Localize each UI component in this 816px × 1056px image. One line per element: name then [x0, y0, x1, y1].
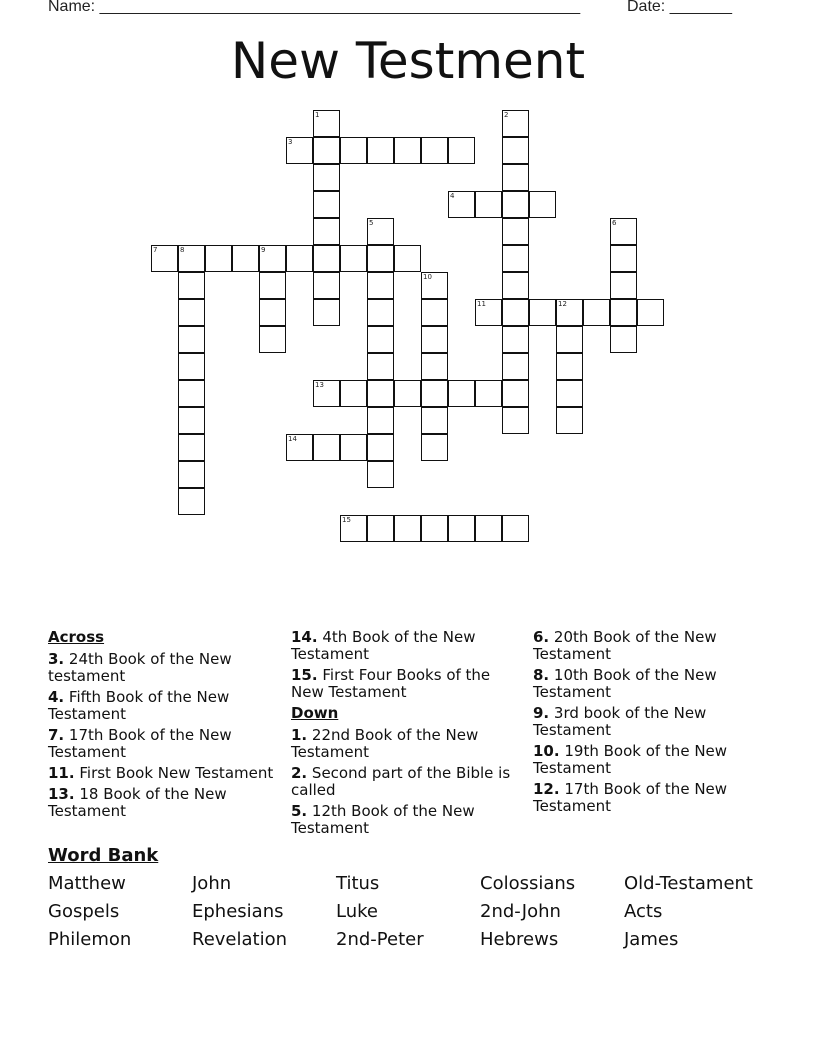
word-bank-item: Gospels: [48, 901, 120, 922]
word-bank-item: James: [624, 929, 679, 950]
crossword-cell[interactable]: [502, 353, 529, 380]
clue-column-3: [533, 629, 763, 819]
clue-number: 11.: [48, 764, 75, 782]
clue-item: [48, 786, 278, 820]
clue-item: [291, 667, 521, 701]
word-bank-item: Ephesians: [192, 901, 284, 922]
clue-item: [533, 629, 763, 663]
clue-text: 4th Book of the New Testament: [291, 628, 476, 663]
crossword-cell[interactable]: [178, 326, 205, 353]
crossword-cell[interactable]: [313, 434, 340, 461]
crossword-cell[interactable]: [421, 515, 448, 542]
clue-item: [533, 781, 763, 815]
crossword-cell[interactable]: [394, 380, 421, 407]
clue-item: [48, 765, 278, 782]
word-bank-item: 2nd-Peter: [336, 929, 424, 950]
down-heading: Down: [291, 704, 339, 722]
crossword-cell[interactable]: [205, 245, 232, 272]
crossword-cell[interactable]: [178, 407, 205, 434]
clue-column-2: [291, 629, 521, 841]
clue-text: 3rd book of the New Testament: [533, 704, 707, 739]
crossword-cell[interactable]: [178, 488, 205, 515]
crossword-cell[interactable]: [448, 191, 475, 218]
crossword-cell[interactable]: [232, 245, 259, 272]
clue-number: 3.: [48, 650, 65, 668]
clue-text: 10th Book of the New Testament: [533, 666, 717, 701]
crossword-cell[interactable]: [367, 434, 394, 461]
crossword-cell[interactable]: [475, 299, 502, 326]
clue-text: 17th Book of the New Testament: [533, 780, 728, 815]
clue-item: [291, 629, 521, 663]
clue-text: 19th Book of the New Testament: [533, 742, 728, 777]
crossword-cell[interactable]: [394, 245, 421, 272]
crossword-cell[interactable]: [313, 299, 340, 326]
crossword-cell[interactable]: [610, 245, 637, 272]
crossword-cell[interactable]: [556, 380, 583, 407]
cell-number: 11: [477, 300, 486, 308]
name-field-label: Name: ______________________________________________________: [48, 0, 581, 15]
crossword-cell[interactable]: [556, 326, 583, 353]
crossword-cell[interactable]: [610, 218, 637, 245]
crossword-cell[interactable]: [421, 272, 448, 299]
crossword-cell[interactable]: [421, 407, 448, 434]
crossword-cell[interactable]: [502, 326, 529, 353]
crossword-cell[interactable]: [502, 245, 529, 272]
crossword-cell[interactable]: [556, 407, 583, 434]
crossword-cell[interactable]: [502, 137, 529, 164]
crossword-cell[interactable]: [448, 380, 475, 407]
cell-number: 8: [180, 246, 185, 254]
crossword-cell[interactable]: [178, 299, 205, 326]
crossword-cell[interactable]: [367, 326, 394, 353]
crossword-cell[interactable]: [367, 218, 394, 245]
crossword-cell[interactable]: [502, 272, 529, 299]
crossword-cell[interactable]: [313, 218, 340, 245]
cell-number: 6: [612, 219, 617, 227]
clue-text: 17th Book of the New Testament: [48, 726, 232, 761]
crossword-cell[interactable]: [367, 299, 394, 326]
crossword-cell[interactable]: [178, 380, 205, 407]
crossword-cell[interactable]: [502, 110, 529, 137]
crossword-cell[interactable]: [556, 353, 583, 380]
clue-text: 24th Book of the New testament: [48, 650, 232, 685]
crossword-cell[interactable]: [340, 137, 367, 164]
crossword-cell[interactable]: [502, 164, 529, 191]
clue-item: [291, 803, 521, 837]
crossword-cell[interactable]: [259, 299, 286, 326]
clue-text: 12th Book of the New Testament: [291, 802, 475, 837]
crossword-cell[interactable]: [286, 434, 313, 461]
crossword-cell[interactable]: [475, 191, 502, 218]
clue-number: 10.: [533, 742, 560, 760]
word-bank-item: Matthew: [48, 873, 126, 894]
clue-number: 5.: [291, 802, 308, 820]
clue-text: 18 Book of the New Testament: [48, 785, 227, 820]
crossword-cell[interactable]: [421, 299, 448, 326]
crossword-cell[interactable]: [556, 299, 583, 326]
crossword-cell[interactable]: [448, 515, 475, 542]
crossword-cell[interactable]: [151, 245, 178, 272]
crossword-cell[interactable]: [367, 407, 394, 434]
clue-text: First Book New Testament: [79, 764, 274, 782]
crossword-cell[interactable]: [529, 191, 556, 218]
crossword-cell[interactable]: [529, 299, 556, 326]
word-bank-item: 2nd-John: [480, 901, 561, 922]
crossword-cell[interactable]: [421, 353, 448, 380]
word-bank-item: John: [192, 873, 232, 894]
clue-text: First Four Books of the New Testament: [291, 666, 491, 701]
word-bank-title: Word Bank: [48, 845, 159, 866]
crossword-cell[interactable]: [448, 137, 475, 164]
word-bank-item: Hebrews: [480, 929, 559, 950]
crossword-cell[interactable]: [178, 353, 205, 380]
word-bank-item: Luke: [336, 901, 378, 922]
crossword-cell[interactable]: [367, 515, 394, 542]
crossword-cell[interactable]: [475, 515, 502, 542]
clue-number: 15.: [291, 666, 318, 684]
crossword-cell[interactable]: [259, 326, 286, 353]
clue-text: 22nd Book of the New Testament: [291, 726, 479, 761]
crossword-cell[interactable]: [313, 272, 340, 299]
clue-item: [533, 705, 763, 739]
crossword-cell[interactable]: [637, 299, 664, 326]
clue-column-1: [48, 629, 278, 824]
crossword-cell[interactable]: [259, 245, 286, 272]
clue-item: [291, 727, 521, 761]
crossword-cell[interactable]: [421, 326, 448, 353]
crossword-cell[interactable]: [286, 137, 313, 164]
clue-text: 20th Book of the New Testament: [533, 628, 717, 663]
clue-item: [291, 765, 521, 799]
word-bank-item: Acts: [624, 901, 663, 922]
crossword-cell[interactable]: [340, 515, 367, 542]
crossword-cell[interactable]: [340, 245, 367, 272]
crossword-cell[interactable]: [502, 191, 529, 218]
crossword-cell[interactable]: [421, 380, 448, 407]
crossword-cell[interactable]: [367, 272, 394, 299]
crossword-cell[interactable]: [367, 461, 394, 488]
cell-number: 15: [342, 516, 351, 524]
clue-number: 6.: [533, 628, 550, 646]
crossword-cell[interactable]: [178, 245, 205, 272]
crossword-cell[interactable]: [367, 245, 394, 272]
clue-number: 14.: [291, 628, 318, 646]
word-bank-item: Revelation: [192, 929, 288, 950]
cell-number: 1: [315, 111, 320, 119]
clue-number: 2.: [291, 764, 308, 782]
crossword-cell[interactable]: [178, 461, 205, 488]
crossword-cell[interactable]: [502, 380, 529, 407]
crossword-cell[interactable]: [313, 137, 340, 164]
clue-text: Fifth Book of the New Testament: [48, 688, 230, 723]
cell-number: 5: [369, 219, 374, 227]
cell-number: 3: [288, 138, 293, 146]
crossword-cell[interactable]: [421, 137, 448, 164]
crossword-cell[interactable]: [259, 272, 286, 299]
crossword-cell[interactable]: [367, 137, 394, 164]
clue-number: 7.: [48, 726, 65, 744]
cell-number: 14: [288, 435, 297, 443]
clue-number: 9.: [533, 704, 550, 722]
crossword-cell[interactable]: [502, 299, 529, 326]
word-bank-item: Titus: [336, 873, 380, 894]
crossword-cell[interactable]: [286, 245, 313, 272]
cell-number: 12: [558, 300, 567, 308]
crossword-cell[interactable]: [340, 434, 367, 461]
across-heading: Across: [48, 628, 105, 646]
crossword-cell[interactable]: [394, 137, 421, 164]
crossword-cell[interactable]: [367, 353, 394, 380]
clue-number: 13.: [48, 785, 75, 803]
cell-number: 10: [423, 273, 432, 281]
word-bank-item: Old-Testament: [624, 873, 753, 894]
crossword-cell[interactable]: [502, 218, 529, 245]
clue-number: 8.: [533, 666, 550, 684]
clue-text: Second part of the Bible is called: [291, 764, 511, 799]
clue-number: 1.: [291, 726, 308, 744]
crossword-cell[interactable]: [394, 515, 421, 542]
crossword-cell[interactable]: [421, 434, 448, 461]
clue-item: [48, 651, 278, 685]
crossword-cell[interactable]: [313, 380, 340, 407]
word-bank-item: Colossians: [480, 873, 576, 894]
clue-item: [48, 689, 278, 723]
clue-item: [48, 727, 278, 761]
crossword-cell[interactable]: [502, 407, 529, 434]
clue-item: [533, 743, 763, 777]
crossword-cell[interactable]: [340, 380, 367, 407]
crossword-cell[interactable]: [313, 110, 340, 137]
clue-number: 12.: [533, 780, 560, 798]
date-field-label: Date: _______: [627, 0, 732, 15]
crossword-cell[interactable]: [610, 272, 637, 299]
cell-number: 9: [261, 246, 266, 254]
crossword-cell[interactable]: [367, 380, 394, 407]
crossword-cell[interactable]: [313, 245, 340, 272]
crossword-cell[interactable]: [313, 164, 340, 191]
crossword-cell[interactable]: [583, 299, 610, 326]
crossword-cell[interactable]: [475, 380, 502, 407]
word-bank-item: Philemon: [48, 929, 132, 950]
crossword-cell[interactable]: [178, 272, 205, 299]
crossword-cell[interactable]: [610, 326, 637, 353]
cell-number: 13: [315, 381, 324, 389]
clue-number: 4.: [48, 688, 65, 706]
crossword-cell[interactable]: [610, 299, 637, 326]
cell-number: 4: [450, 192, 455, 200]
clue-item: [533, 667, 763, 701]
page-title: New Testment: [230, 32, 586, 90]
cell-number: 2: [504, 111, 509, 119]
cell-number: 7: [153, 246, 158, 254]
crossword-cell[interactable]: [502, 515, 529, 542]
crossword-cell[interactable]: [313, 191, 340, 218]
crossword-cell[interactable]: [178, 434, 205, 461]
